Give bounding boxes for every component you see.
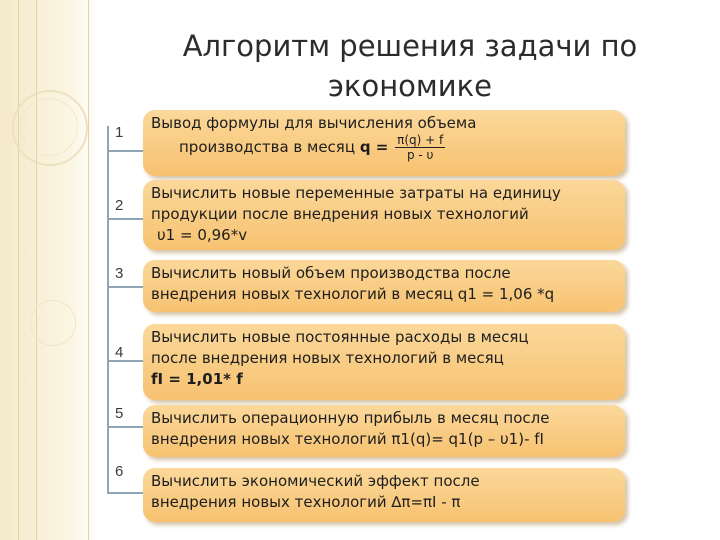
step-connector-tick	[107, 218, 143, 220]
page-title	[160, 26, 660, 106]
step-connector-tick	[107, 360, 143, 362]
side-decor-circle	[30, 300, 76, 346]
step-text: продукции после внедрения новых технологий	[151, 205, 529, 223]
side-decor-circle	[20, 98, 78, 156]
step-text: Вычислить операционную прибыль в месяц после	[151, 409, 550, 427]
step-number: 3	[115, 265, 124, 282]
step-box-4	[143, 324, 625, 400]
step-text: производства в месяц	[179, 138, 356, 156]
step-box-2	[143, 180, 625, 250]
side-decor-line	[88, 0, 89, 540]
title-line-2: экономике	[328, 69, 492, 103]
step-connector-tick	[107, 492, 143, 494]
title-line-1: Алгоритм решения задачи по	[182, 29, 638, 63]
step-connector-line	[107, 126, 109, 492]
step-formula-line	[151, 134, 617, 161]
step-text: Вычислить экономический эффект после	[151, 472, 480, 490]
step-connector-tick	[107, 286, 143, 288]
step-connector-tick	[107, 150, 143, 152]
step-number: 2	[115, 197, 124, 214]
side-panel	[0, 0, 100, 540]
step-formula: fI = 1,01* f	[151, 370, 243, 388]
step-number: 5	[115, 405, 124, 422]
formula-lhs: q =	[359, 138, 389, 156]
step-box-5	[143, 405, 625, 457]
step-box-6	[143, 468, 625, 522]
side-decor-line	[18, 0, 19, 540]
side-decor-line	[36, 0, 37, 540]
step-number: 1	[115, 124, 124, 141]
step-text: после внедрения новых технологий в месяц	[151, 349, 504, 367]
fraction-denominator: p - υ	[406, 148, 434, 162]
step-box-3	[143, 260, 625, 312]
step-number: 4	[115, 344, 124, 361]
step-number: 6	[115, 463, 124, 480]
formula-fraction	[395, 134, 445, 161]
step-text: Вычислить новый объем производства после	[151, 264, 511, 282]
step-text: Вычислить новые переменные затраты на единицу	[151, 184, 561, 202]
step-box-1	[143, 110, 625, 176]
step-text: Вывод формулы для вычисления объема	[151, 114, 477, 132]
step-connector-tick	[107, 426, 143, 428]
fraction-numerator: π(q) + f	[397, 133, 444, 147]
step-text: Вычислить новые постоянные расходы в месяц	[151, 328, 529, 346]
step-text: внедрения новых технологий ∆π=πI - π	[151, 493, 461, 511]
step-text: внедрения новых технологий в месяц q1 = 1,06 *q	[151, 285, 555, 303]
step-formula: υ1 = 0,96*v	[157, 226, 248, 244]
step-text: внедрения новых технологий π1(q)= q1(p – υ1)- fI	[151, 430, 544, 448]
